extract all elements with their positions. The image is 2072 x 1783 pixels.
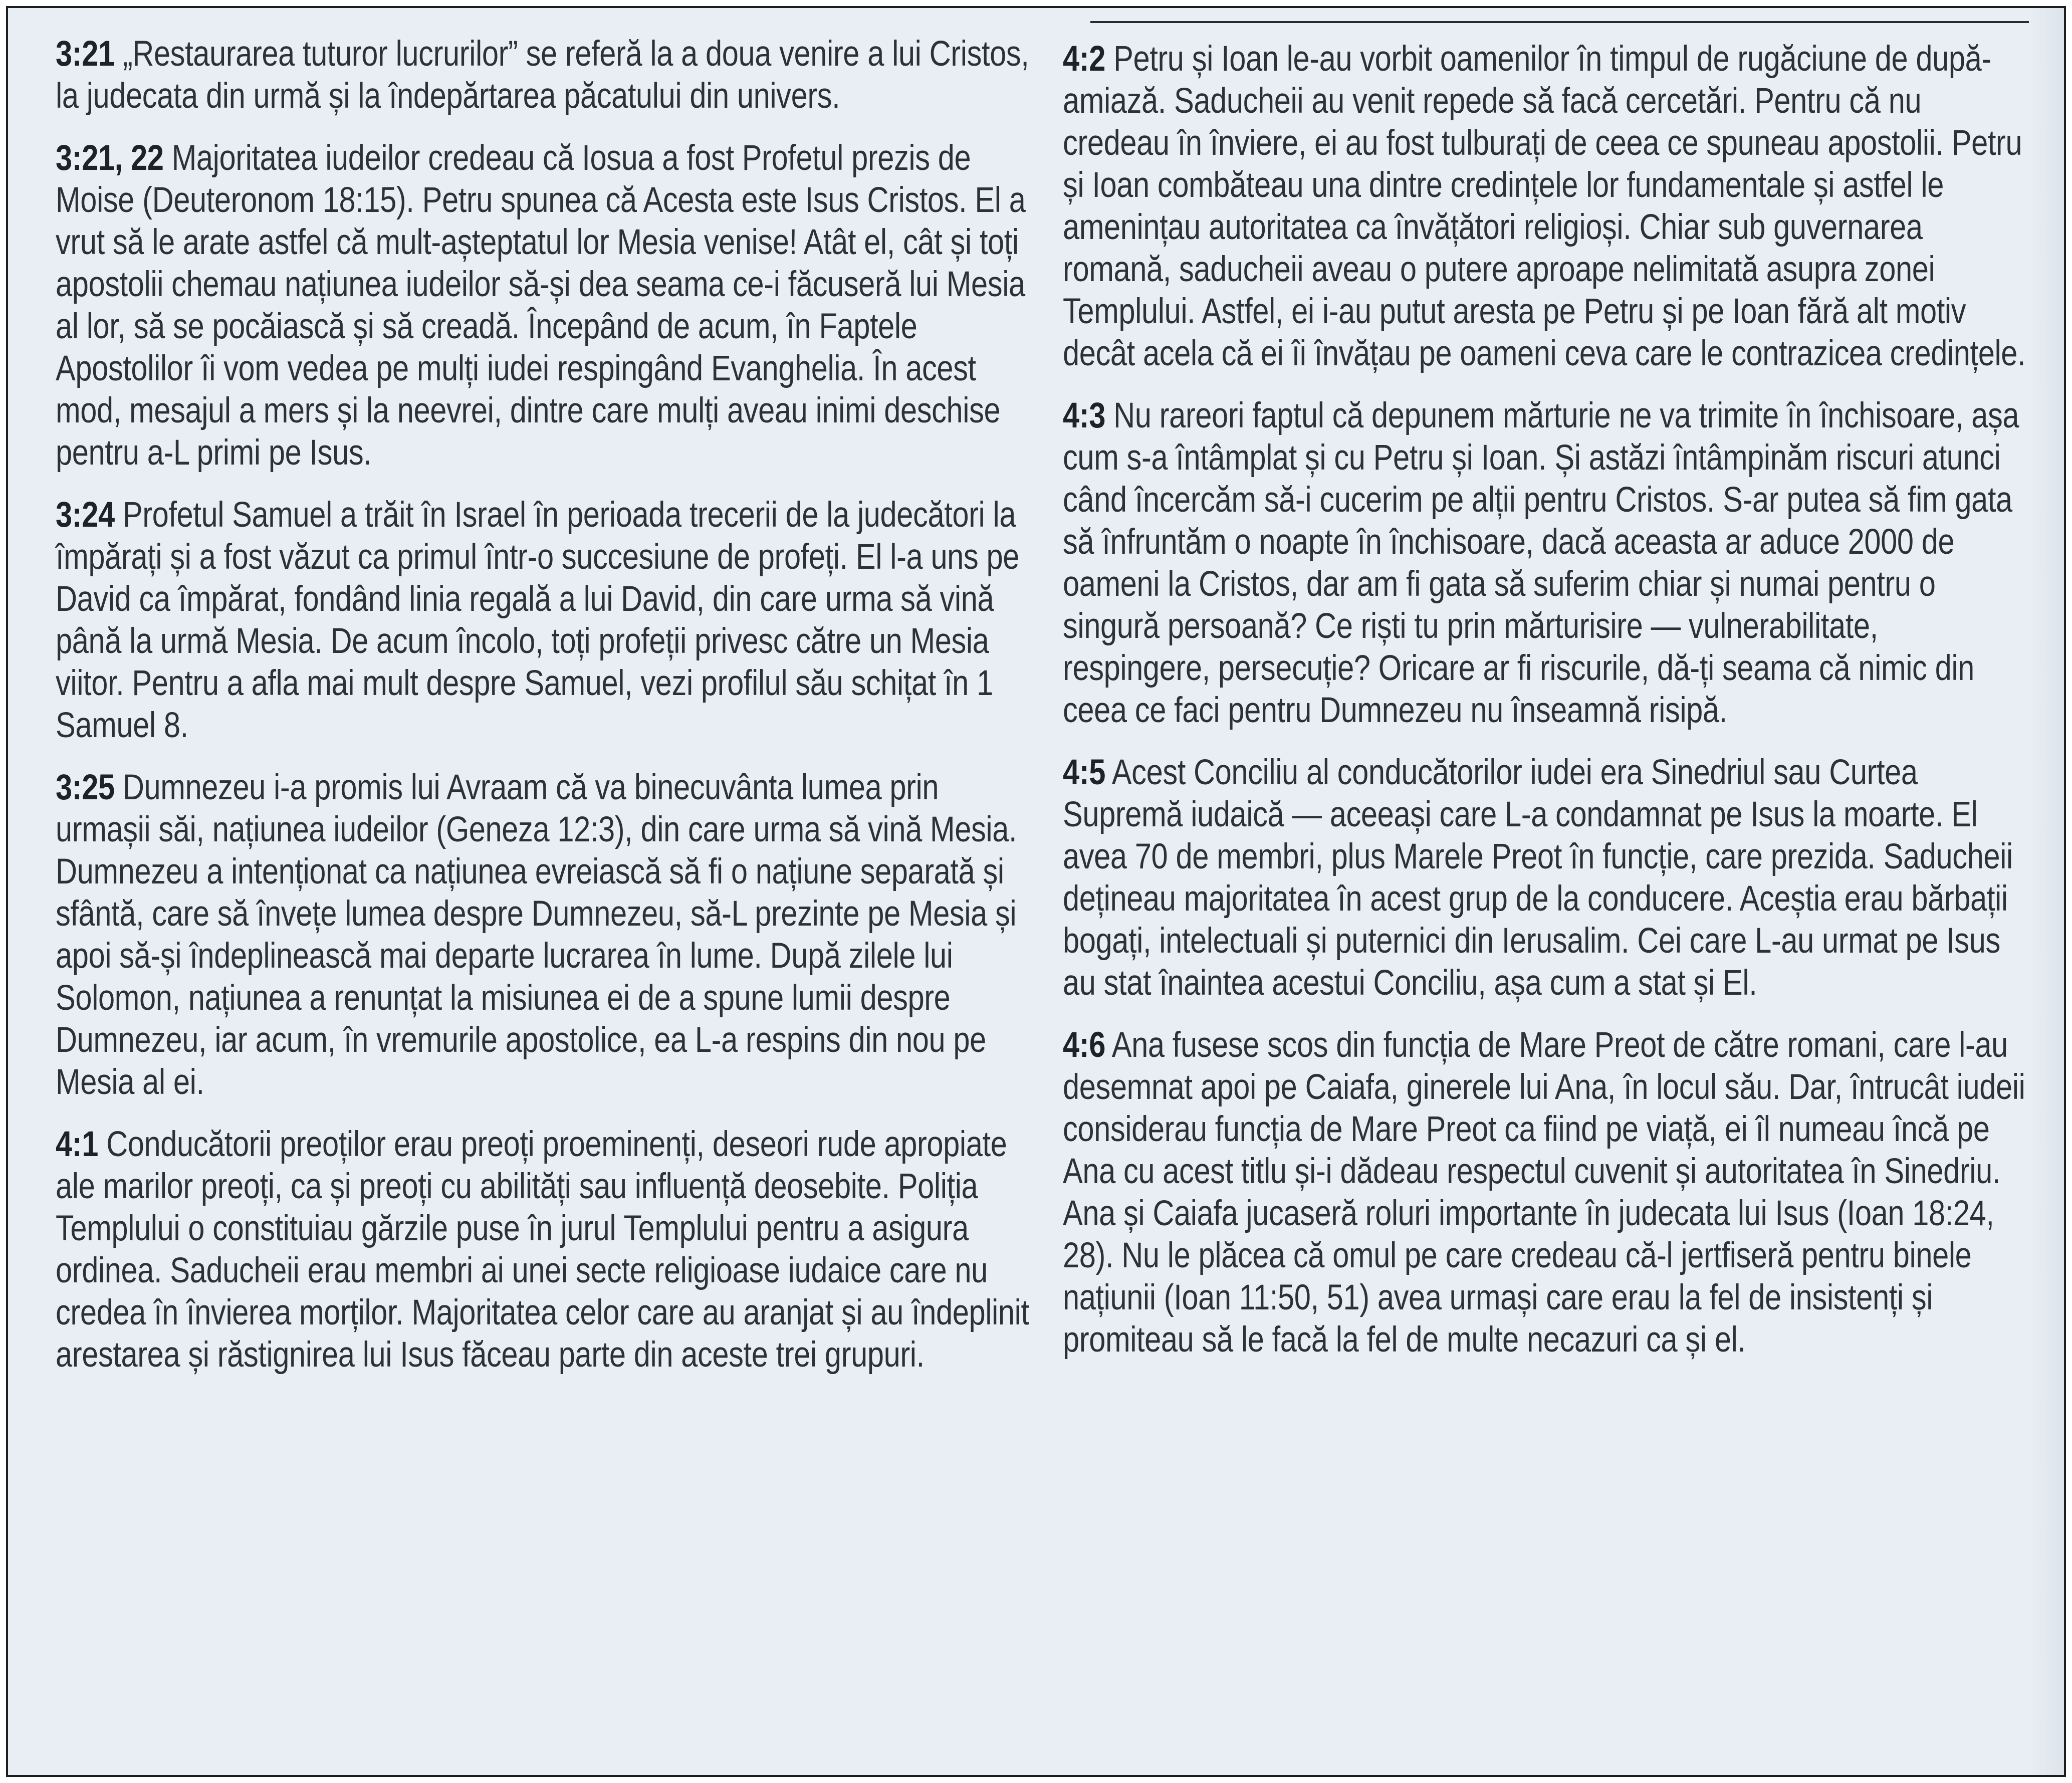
- note-reference: 4:6: [1063, 1025, 1105, 1065]
- left-column: [56, 33, 1038, 1396]
- study-notes-page: [6, 6, 2066, 1777]
- note-reference: 3:21: [56, 34, 115, 74]
- note-reference: 3:21, 22: [56, 138, 164, 178]
- note-reference: 4:5: [1063, 753, 1105, 792]
- note-4-6: [1063, 1024, 2029, 1361]
- note-reference: 4:3: [1063, 396, 1105, 435]
- note-3-24: [56, 494, 1037, 747]
- note-text: Ana fusese scos din funcția de Mare Preot de către romani, care l-au desemnat apoi pe Caiafa, ginerele lui Ana, în locul său. Dar, întrucât iudeii considerau funcția de Mare Preot ca fiind pe viață, ei îl numeau încă pe Ana cu acest titlu și-i dădeau respectul cuvenit și autoritatea în Sinedriu. Ana și Caiafa jucaseră roluri importante în judecata lui Isus (Ioan 18:24, 28). Nu le plăcea că omul pe care credeau că-l jertfiseră pentru binele națiunii (Ioan 11:50, 51) avea urmași care erau la fel de insistenți și promiteau să le facă la fel de multe necazuri ca și el.: [1063, 1025, 2025, 1360]
- note-4-3: [1063, 395, 2029, 732]
- note-4-1: [56, 1124, 1037, 1376]
- note-4-2: [1063, 38, 2029, 375]
- note-reference: 4:1: [56, 1125, 98, 1164]
- note-3-25: [56, 767, 1037, 1103]
- note-text: Majoritatea iudeilor credeau că Iosua a fost Profetul prezis de Moise (Deuteronom 18:15). Petru spunea că Acesta este Isus Cristos. El a vrut să le arate astfel că mult-așteptatul lor Mesia venise! Atât el, cât și toți apostolii chemau națiunea iudeilor să-și dea seama ce-i făcuseră lui Mesia al lor, să se pocăiască și să creadă. Începând de acum, în Faptele Apostolilor îi vom vedea pe mulți iudei respingând Evanghelia. În acest mod, mesajul a mers și la neevrei, dintre care mulți aveau inimi deschise pentru a-L primi pe Isus.: [56, 138, 1026, 473]
- note-text: „Restaurarea tuturor lucrurilor” se referă la a doua venire a lui Cristos, la judecata din urmă și la îndepărtarea păcatului din univers.: [56, 34, 1029, 116]
- note-text: Petru și Ioan le-au vorbit oamenilor în timpul de rugăciune de după-amiază. Saducheii au venit repede să facă cercetări. Pentru că nu credeau în înviere, ei au fost tulburați de ceea ce spuneau apostolii. Petru și Ioan combăteau una dintre credințele lor fundamentale și astfel le amenințau autoritatea ca învățători religioși. Chiar sub guvernarea romană, saducheii aveau o putere aproape nelimitată asupra zonei Templului. Astfel, ei i-au putut aresta pe Petru și pe Ioan fără alt motiv decât acela că ei îi învățau pe oameni ceva care le contrazicea credințele.: [1063, 39, 2026, 373]
- note-text: Conducătorii preoților erau preoți proeminenți, deseori rude apropiate ale marilor preoți, ca și preoți cu abilități sau influență deosebite. Poliția Templului o constituiau gărzile puse în jurul Templului pentru a asigura ordinea. Saducheii erau membri ai unei secte religioase iudaice care nu credea în învierea morților. Majoritatea celor care au aranjat și au îndeplinit arestarea și răstignirea lui Isus făceau parte din aceste trei grupuri.: [56, 1125, 1029, 1375]
- note-reference: 3:24: [56, 495, 115, 535]
- top-divider-line: [1090, 21, 2034, 23]
- note-text: Profetul Samuel a trăit în Israel în perioada trecerii de la judecători la împărați și a fost văzut ca primul într-o succesiune de profeți. El l-a uns pe David ca împărat, fondând linia regală a lui David, din care urma să vină până la urmă Mesia. De acum încolo, toți profeții privesc către un Mesia viitor. Pentru a afla mai mult despre Samuel, vezi profilul său schițat în 1 Samuel 8.: [56, 495, 1019, 745]
- note-3-21: [56, 33, 1037, 117]
- note-text: Nu rareori faptul că depunem mărturie ne va trimite în închisoare, așa cum s-a întâmplat și cu Petru și Ioan. Și astăzi întâmpinăm riscuri atunci când încercăm să-i cucerim pe alții pentru Cristos. S-ar putea să fim gata să înfruntăm o noapte în închisoare, dacă aceasta ar aduce 2000 de oameni la Cristos, dar am fi gata să suferim chiar și numai pentru o singură persoană? Ce riști tu prin mărturisire — vulnerabilitate, respingere, persecuție? Oricare ar fi riscurile, dă-ți seama că nimic din ceea ce faci pentru Dumnezeu nu înseamnă risipă.: [1063, 396, 2019, 730]
- note-4-5: [1063, 752, 2029, 1004]
- right-column: [1063, 38, 2030, 1381]
- note-reference: 3:25: [56, 768, 115, 807]
- note-text: Acest Conciliu al conducătorilor iudei era Sinedriul sau Curtea Supremă iudaică — aceeași care L-a condamnat pe Isus la moarte. El avea 70 de membri, plus Marele Preot în funcție, care prezida. Saducheii dețineau majoritatea în acest grup de la conducere. Aceștia erau bărbații bogați, intelectuali și puternici din Ierusalim. Cei care L-au urmat pe Isus au stat înaintea acestui Conciliu, așa cum a stat și El.: [1063, 753, 2013, 1003]
- note-reference: 4:2: [1063, 39, 1105, 79]
- facing-page-edge: [2029, 8, 2064, 1775]
- note-text: Dumnezeu i-a promis lui Avraam că va binecuvânta lumea prin urmașii săi, națiunea iudeilor (Geneza 12:3), din care urma să vină Mesia. Dumnezeu a intenționat ca națiunea evreiască să fi o națiune separată și sfântă, care să învețe lumea despre Dumnezeu, să-L prezinte pe Mesia și apoi să-și îndeplinească mai departe lucrarea în lume. După zilele lui Solomon, națiunea a renunțat la misiunea ei de a spune lumii despre Dumnezeu, iar acum, în vremurile apostolice, ea L-a respins din nou pe Mesia al ei.: [56, 768, 1017, 1102]
- note-3-21-22: [56, 137, 1037, 474]
